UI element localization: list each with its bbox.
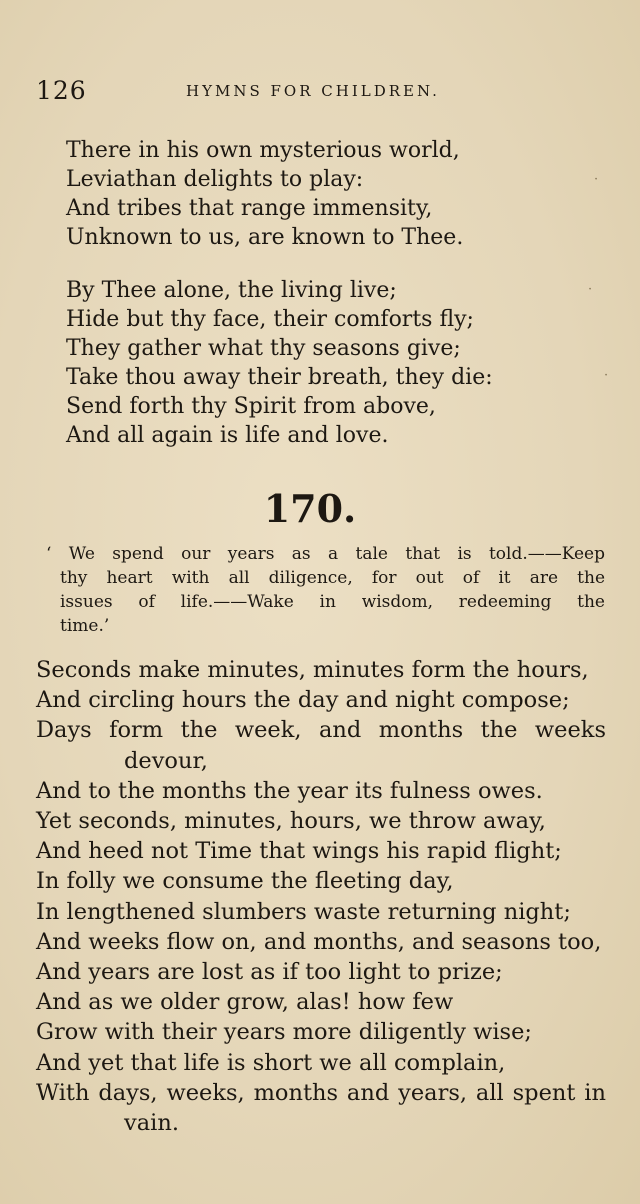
- verse-line: Leviathan delights to play:: [66, 167, 364, 192]
- verse-line: And as we older grow, alas! how few: [36, 989, 454, 1016]
- verse-line: Seconds make minutes, minutes form the hours,: [36, 657, 589, 683]
- ink-speck: ·: [588, 282, 593, 297]
- verse-line: And tribes that range immensity,: [66, 196, 433, 221]
- stanza-1: [66, 136, 463, 252]
- hymn-body: [36, 655, 606, 1138]
- verse-line-turnover: devour,: [124, 747, 208, 774]
- epigraph: [46, 542, 605, 638]
- running-head: HYMNS FOR CHILDREN.: [186, 82, 440, 100]
- verse-line: Days form the week, and months the weeks: [36, 717, 606, 744]
- verse-line: Send forth thy Spirit from above,: [66, 394, 436, 419]
- epigraph-line: ‘ We spend our years as a tale that is told.——Keep: [46, 544, 605, 564]
- verse-line: In lengthened slumbers waste returning night;: [36, 898, 571, 925]
- page-header: [36, 76, 610, 112]
- verse-line: By Thee alone, the living live;: [66, 278, 397, 303]
- ink-speck: ·: [604, 368, 609, 383]
- verse-line: And yet that life is short we all complain,: [36, 1049, 506, 1076]
- epigraph-line: thy heart with all diligence, for out of it are the: [60, 568, 605, 588]
- epigraph-line: issues of life.——Wake in wisdom, redeeming the: [60, 592, 605, 612]
- verse-line: With days, weeks, months and years, all spent in: [36, 1079, 606, 1106]
- ink-speck: ·: [594, 172, 599, 187]
- verse-line: There in his own mysterious world,: [66, 138, 460, 163]
- verse-line: In folly we consume the fleeting day,: [36, 868, 454, 895]
- verse-line: Hide but thy face, their comforts fly;: [66, 307, 474, 332]
- page-number: 126: [36, 76, 87, 105]
- epigraph-line: time.’: [60, 616, 110, 636]
- verse-line: And to the months the year its fulness owes.: [36, 777, 543, 804]
- stanza-2: [66, 276, 493, 450]
- verse-line: And years are lost as if too light to prize;: [36, 959, 503, 986]
- verse-line: Unknown to us, are known to Thee.: [66, 225, 464, 250]
- verse-line: And all again is life and love.: [66, 423, 389, 448]
- verse-line: Take thou away their breath, they die:: [66, 365, 493, 390]
- verse-line: They gather what thy seasons give;: [66, 336, 461, 361]
- verse-line: And circling hours the day and night compose;: [36, 687, 570, 714]
- verse-line: And weeks flow on, and months, and seasons too,: [36, 928, 602, 955]
- verse-line: Yet seconds, minutes, hours, we throw away,: [36, 808, 546, 835]
- verse-line-turnover: vain.: [124, 1110, 179, 1137]
- verse-line: Grow with their years more diligently wise;: [36, 1019, 532, 1046]
- verse-line: And heed not Time that wings his rapid flight;: [36, 838, 562, 865]
- hymn-number: 170.: [263, 486, 357, 531]
